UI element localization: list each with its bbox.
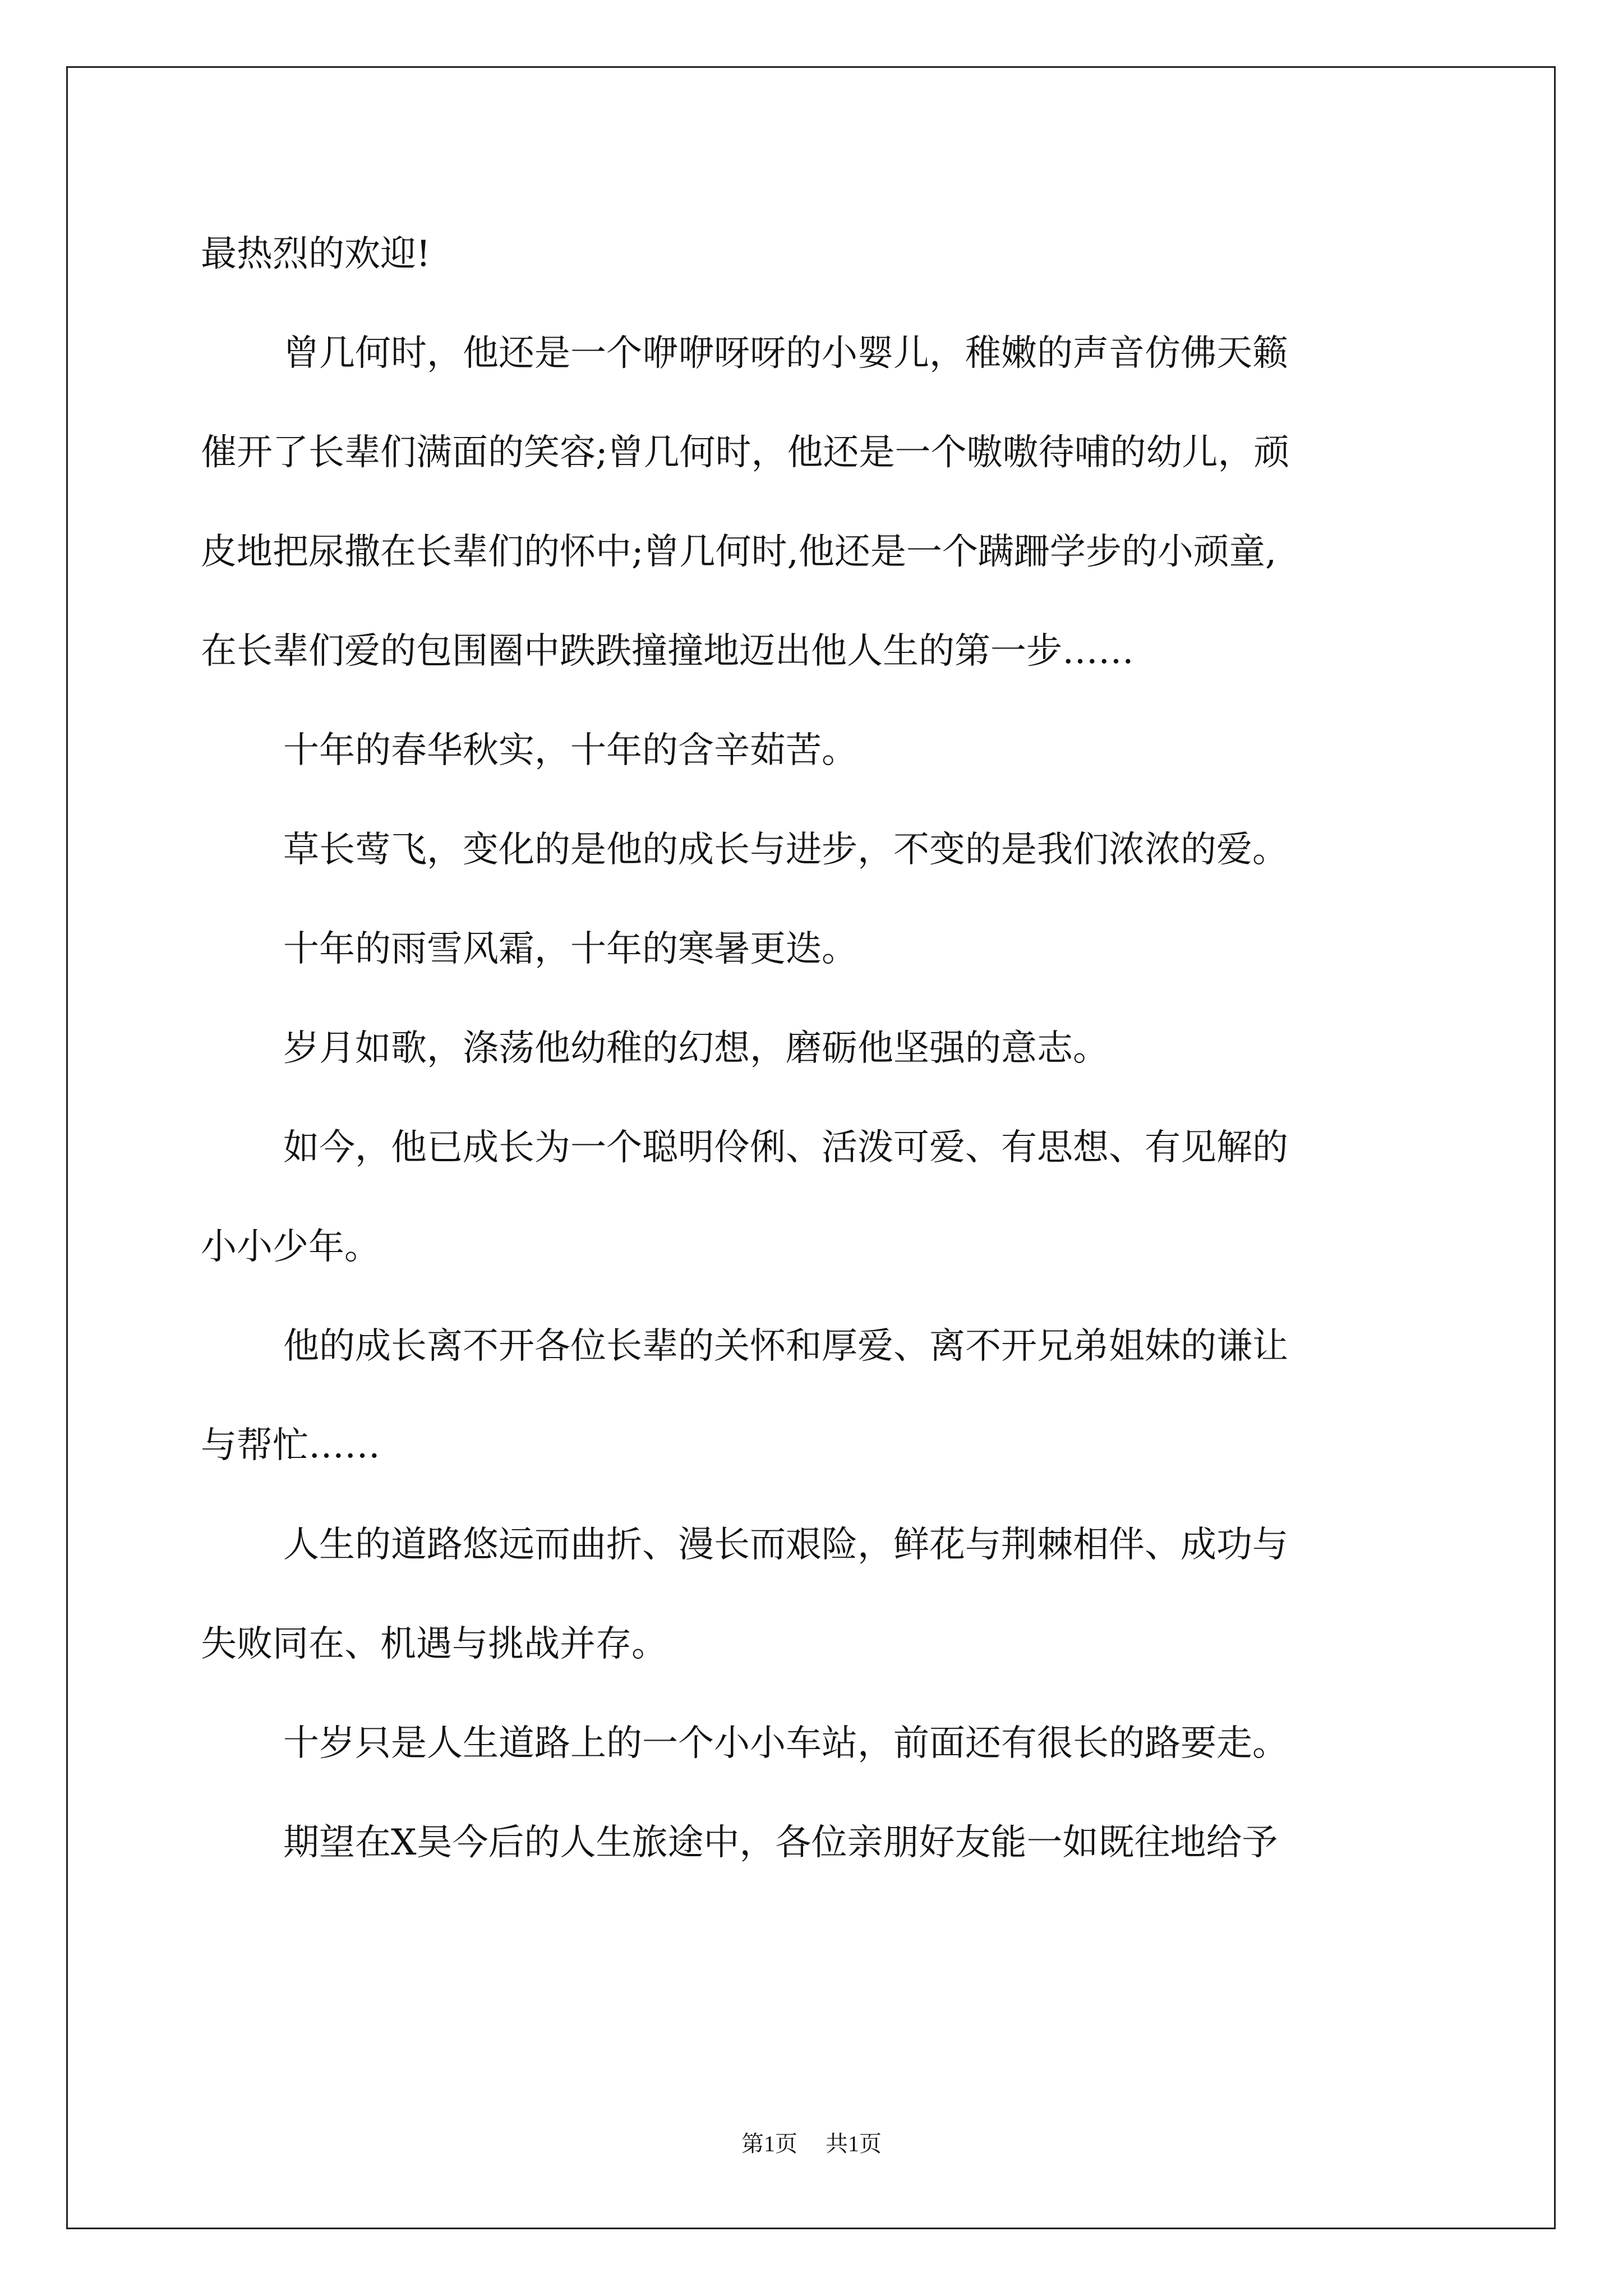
document-body [201,205,1435,1893]
text-line: 失败同在、机遇与挑战并存。 [201,1623,667,1665]
text-line: 曾几何时，他还是一个咿咿呀呀的小婴儿，稚嫩的声音仿佛天籁 [283,333,1288,374]
text-line: 十年的春华秋实，十年的含辛茹苦。 [283,730,857,771]
text-line: 催开了长辈们满面的笑容;曾几何时，他还是一个嗷嗷待哺的幼儿，顽 [201,432,1290,473]
page-number: 第1页 [741,2131,797,2156]
text-line: 草长莺飞，变化的是他的成长与进步，不变的是我们浓浓的爱。 [283,829,1288,871]
text-line: 最热烈的欢迎! [201,233,431,275]
text-line: 小小少年。 [201,1226,380,1268]
text-line: 皮地把尿撒在长辈们的怀中;曾几何时,他还是一个蹒跚学步的小顽童, [201,531,1277,573]
page-total: 共1页 [826,2131,882,2156]
text-line: 十岁只是人生道路上的一个小小车站，前面还有很长的路要走。 [283,1723,1288,1764]
text-line: 十年的雨雪风霜，十年的寒暑更迭。 [283,928,857,970]
text-line: 在长辈们爱的包围圈中跌跌撞撞地迈出他人生的第一步…… [201,631,1134,672]
text-line: 期望在X昊今后的人生旅途中，各位亲朋好友能一如既往地给予 [283,1822,1278,1864]
text-line: 岁月如歌，涤荡他幼稚的幻想，磨砺他坚强的意志。 [283,1028,1109,1069]
page-footer [0,2126,1623,2158]
text-line: 如今，他已成长为一个聪明伶俐、活泼可爱、有思想、有见解的 [283,1127,1288,1168]
text-line: 他的成长离不开各位长辈的关怀和厚爱、离不开兄弟姐妹的谦让 [283,1326,1288,1367]
text-line: 人生的道路悠远而曲折、漫长而艰险，鲜花与荆棘相伴、成功与 [283,1524,1288,1566]
text-line: 与帮忙…… [201,1425,380,1466]
